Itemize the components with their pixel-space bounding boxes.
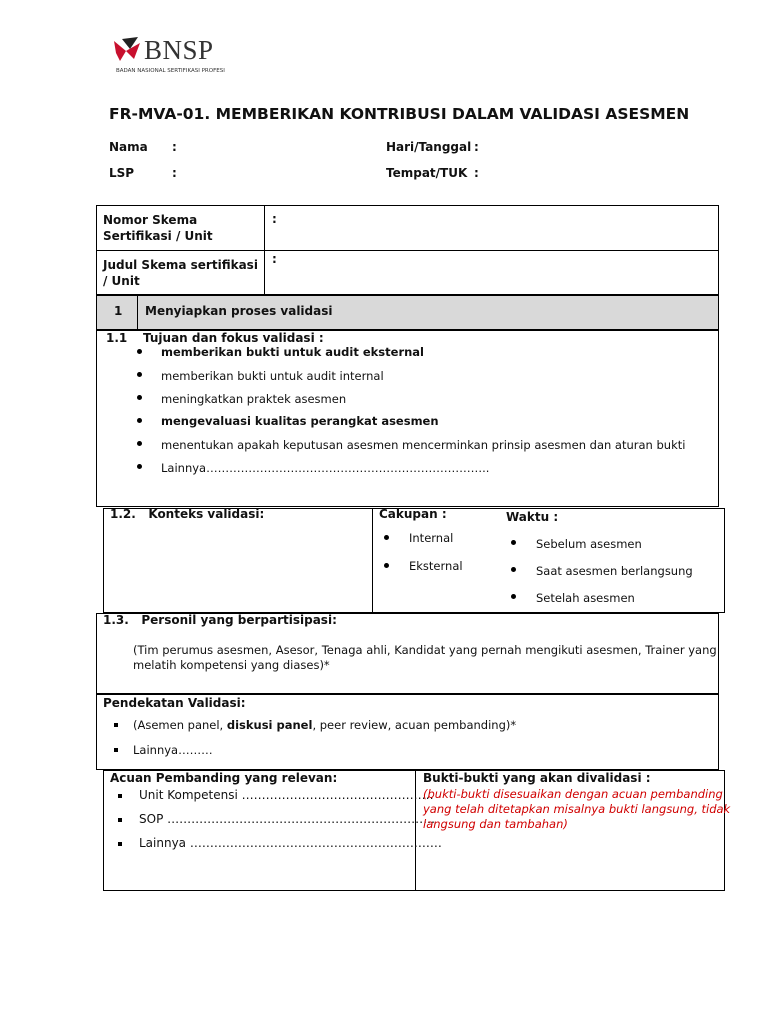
bullet-dot bbox=[137, 418, 142, 423]
bullet-square bbox=[118, 794, 122, 798]
scheme-number-label: Nomor Skema Sertifikasi / Unit bbox=[103, 213, 213, 243]
konteks-title: 1.2. Konteks validasi: bbox=[110, 507, 265, 521]
pendekatan-item-1-post: , peer review, acuan pembanding)* bbox=[312, 718, 517, 732]
cakupan-eksternal: Eksternal bbox=[409, 559, 463, 573]
bullet-dot bbox=[511, 594, 516, 599]
hari-tanggal-colon: : bbox=[474, 140, 479, 154]
bullet-dot bbox=[137, 372, 142, 377]
acuan-item-3: Lainnya ……………………………………………………… bbox=[139, 836, 442, 850]
tujuan-item-6: Lainnya……………………………………………………………….. bbox=[161, 461, 490, 475]
personil-note-line2: melatih kompetensi yang diases)* bbox=[133, 658, 330, 672]
bullet-square bbox=[114, 748, 118, 752]
bukti-note-line2: yang telah ditetapkan misalnya bukti langsung, tidak bbox=[423, 802, 731, 816]
bukti-title: Bukti-bukti yang akan divalidasi : bbox=[423, 771, 651, 785]
pendekatan-item-1 bbox=[133, 718, 516, 732]
bullet-dot bbox=[137, 395, 142, 400]
bukti-note-line1: (bukti-bukti disesuaikan dengan acuan pembanding bbox=[423, 787, 723, 801]
scheme-number-value[interactable]: : bbox=[272, 212, 277, 226]
section1-number: 1 bbox=[114, 304, 123, 318]
scheme-title-label: Judul Skema sertifikasi / Unit bbox=[103, 258, 258, 288]
section1-1-number: 1.1 bbox=[106, 331, 128, 345]
bullet-dot bbox=[384, 563, 389, 568]
waktu-setelah: Setelah asesmen bbox=[536, 591, 635, 605]
cakupan-internal: Internal bbox=[409, 531, 454, 545]
acuan-item-1: Unit Kompetensi ………………………………………… bbox=[139, 788, 434, 802]
logo-subtitle: BADAN NASIONAL SERTIFIKASI PROFESI bbox=[116, 68, 225, 74]
bullet-square bbox=[118, 842, 122, 846]
tujuan-item-5: menentukan apakah keputusan asesmen mencerminkan prinsip asesmen dan aturan bukti bbox=[161, 438, 686, 452]
bnsp-logo bbox=[112, 33, 225, 79]
personil-note-line1: (Tim perumus asesmen, Asesor, Tenaga ahli, Kandidat yang pernah mengikuti asesmen, Trainer yang bbox=[133, 643, 717, 657]
bullet-dot bbox=[511, 567, 516, 572]
tujuan-item-3: meningkatkan praktek asesmen bbox=[161, 392, 347, 406]
pendekatan-item-2: Lainnya……… bbox=[133, 743, 213, 757]
lsp-label: LSP bbox=[109, 166, 135, 180]
bnsp-emblem-icon bbox=[112, 35, 142, 65]
bullet-square bbox=[118, 818, 122, 822]
personil-title: 1.3. Personil yang berpartisipasi: bbox=[103, 613, 337, 627]
logo-brand: BNSP bbox=[144, 35, 214, 65]
tempat-tuk-colon: : bbox=[474, 166, 479, 180]
waktu-title: Waktu : bbox=[506, 510, 559, 524]
scheme-divider-v bbox=[264, 205, 265, 295]
form-title: FR-MVA-01. MEMBERIKAN KONTRIBUSI DALAM VALIDASI ASESMEN bbox=[109, 105, 690, 123]
scheme-title-value[interactable]: : bbox=[272, 252, 277, 266]
section1-divider bbox=[137, 295, 138, 330]
acuan-item-2: SOP …………………………………………………………. bbox=[139, 812, 435, 826]
bullet-dot bbox=[137, 441, 142, 446]
tujuan-item-1: memberikan bukti untuk audit eksternal bbox=[161, 345, 425, 359]
section1-1-title: Tujuan dan fokus validasi : bbox=[143, 331, 324, 345]
bullet-dot bbox=[137, 349, 142, 354]
bullet-dot bbox=[384, 535, 389, 540]
nama-label: Nama bbox=[109, 140, 148, 154]
nama-colon: : bbox=[172, 140, 177, 154]
section1-2-divider bbox=[372, 508, 373, 613]
bullet-dot bbox=[137, 464, 142, 469]
tempat-tuk-label: Tempat/TUK bbox=[386, 166, 468, 180]
lsp-colon: : bbox=[172, 166, 177, 180]
hari-tanggal-label: Hari/Tanggal bbox=[386, 140, 472, 154]
cakupan-title: Cakupan : bbox=[379, 507, 447, 521]
pendekatan-item-1-bold: diskusi panel bbox=[226, 718, 313, 732]
section1-title: Menyiapkan proses validasi bbox=[145, 304, 333, 318]
waktu-saat: Saat asesmen berlangsung bbox=[536, 564, 693, 578]
pendekatan-item-1-pre: (Asemen panel, bbox=[133, 718, 227, 732]
acuan-title: Acuan Pembanding yang relevan: bbox=[110, 771, 338, 785]
tujuan-item-4: mengevaluasi kualitas perangkat asesmen bbox=[161, 414, 439, 428]
scheme-divider-h bbox=[96, 250, 719, 251]
bullet-dot bbox=[511, 540, 516, 545]
pendekatan-title: Pendekatan Validasi: bbox=[103, 696, 246, 710]
tujuan-item-2: memberikan bukti untuk audit internal bbox=[161, 369, 384, 383]
bullet-square bbox=[114, 723, 118, 727]
waktu-sebelum: Sebelum asesmen bbox=[536, 537, 642, 551]
bukti-note-line3: langsung dan tambahan) bbox=[423, 817, 568, 831]
